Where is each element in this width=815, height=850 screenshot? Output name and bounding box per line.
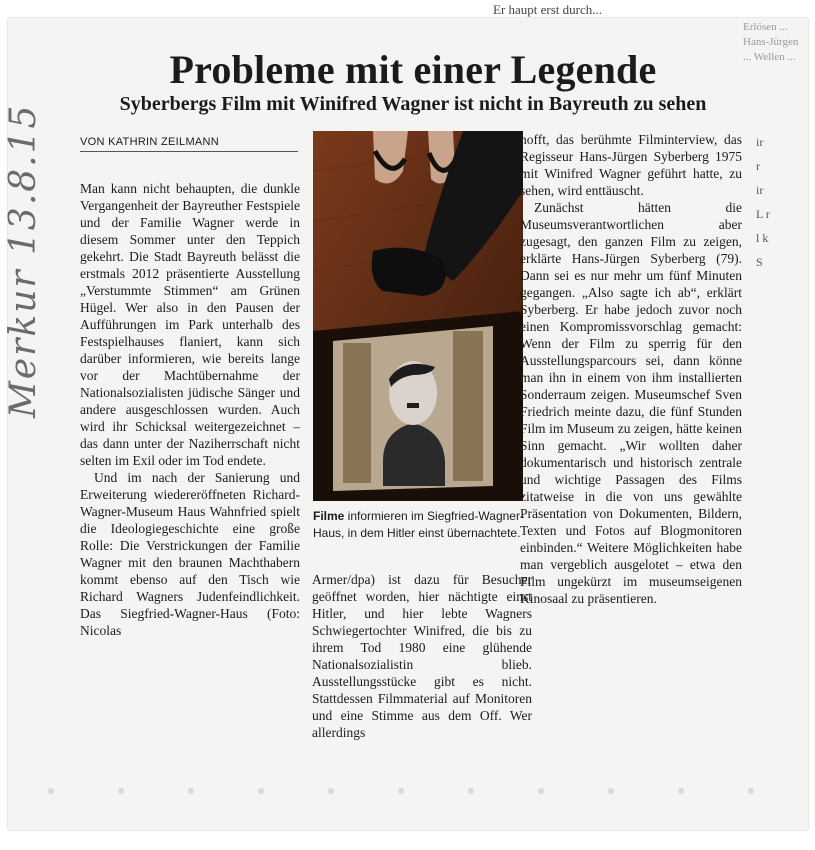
- perforation-hole: [538, 788, 544, 794]
- perforation-hole: [118, 788, 124, 794]
- perforation-edge: [48, 788, 768, 798]
- caption-lead: Filme: [313, 509, 345, 523]
- article-column-1: [80, 180, 300, 639]
- perforation-hole: [678, 788, 684, 794]
- bleed-through-text-top-right: Erlösen ... Hans-Jürgen ... Wellen ...: [743, 21, 799, 63]
- perforation-hole: [748, 788, 754, 794]
- bleed-through-text-top: Er haupt erst durch...: [493, 2, 603, 17]
- perforation-hole: [48, 788, 54, 794]
- perforation-hole: [468, 788, 474, 794]
- perforation-hole: [258, 788, 264, 794]
- caption-text: informieren im Siegfried-Wagner-Haus, in dem Hitler einst übernachtete.: [313, 509, 524, 540]
- paragraph: Zunächst hätten die Museumsverantwortlichen aber zugesagt, den ganzen Film zu zeigen, erklärte Hans-Jürgen Syberberg (79). Dann sei es nur mehr um fünf Minuten gegangen. „Also sagte ich ab“, erklärt Syberberg. Er habe jedoch zuvor noch einen Kompromissvorschlag gemacht: Wenn der Film zu sperrig für den Ausstellungsparcours sei, dann könne man ihn in einem von ihm installierten Sonderraum zeigen. Museumschef Sven Friedrich meinte dazu, die fünf Stunden Film im Museum zu zeigen, hätte keinen Sinn gemacht. „Wir wollten daher dokumentarisch und historisch zentrale und wichtige Passagen des Films zitatweise in die von uns gewählte Präsentation von Dokumenten, Bildern, Texten und Fotos auf Blogmonitoren einbinden.“ Weitere Möglichkeiten habe man vergeblich ausgelotet – etwa den Film ungekürzt im museumseigenen Kinosaal zu präsentieren.: [520, 200, 742, 606]
- perforation-hole: [398, 788, 404, 794]
- article-photo: [313, 131, 523, 501]
- museum-photo-image: [313, 131, 523, 501]
- handwritten-pencil-note: Merkur 13.8.15: [3, 103, 44, 418]
- perforation-hole: [328, 788, 334, 794]
- paragraph: Armer/dpa) ist dazu für Besucher geöffnet worden, hier nächtigte einst Hitler, und hier lebte Wagners Schwiegertochter Winifred, die bis zu ihrem Tod 1980 eine glühende Nationalsozialistin blieb. Ausstellungsstücke gibt es nicht. Stattdessen Filmmaterial auf Monitoren und eine Stimme aus dem Off. Wer allerdings: [312, 572, 532, 740]
- paragraph: Man kann nicht behaupten, die dunkle Vergangenheit der Bayreuther Festspiele und der Familie Wagner werde in diesem Sommer unter den Teppich gekehrt. Die Stadt Bayreuth belässt die erstmals 2012 präsentierte Ausstellung „Verstummte Stimmen“ am Grünen Hügel. Wer also in den Pausen der Aufführungen im Park unterhalb des Festspielhauses flaniert, kann sich darüber informieren, wie bereits lange vor der Machtübernahme der Nationalsozialisten jüdische Sänger und andere ausgeschlossen wurden. Auch wird ihr Schicksal weitergezeichnet – das dann unter der Naziherrschaft nicht selten im Exil oder im Tod endete.: [80, 181, 300, 468]
- article-subheadline: Syberbergs Film mit Winifred Wagner ist nicht in Bayreuth zu sehen: [119, 93, 707, 115]
- article-column-3: [520, 131, 742, 607]
- newspaper-clipping: [3, 2, 808, 830]
- perforation-hole: [608, 788, 614, 794]
- perforation-hole: [188, 788, 194, 794]
- bleed-through-text-right-margin: ir r ir L r l k S: [756, 135, 770, 269]
- photo-caption: [313, 508, 528, 542]
- article-column-2: [312, 571, 532, 741]
- article-byline: VON KATHRIN ZEILMANN: [80, 136, 298, 152]
- article-headline: Probleme mit einer Legende: [169, 47, 657, 92]
- paragraph: hofft, das berühmte Filminterview, das Regisseur Hans-Jürgen Syberberg 1975 mit Winifred Wagner geführt hatte, zu sehen, wird enttäuscht.: [520, 132, 742, 198]
- paragraph: Und im nach der Sanierung und Erweiterung wiedereröffneten Richard-Wagner-Museum Haus Wahnfried spielt die Ideologiegeschichte eine große Rolle: Die Verstrickungen der Familie Wagner mit den braunen Machthabern kommt ebenso auf den Tisch wie Richard Wagners Judenfeindlichkeit. Das Siegfried-Wagner-Haus (Foto: Nicolas: [80, 470, 300, 638]
